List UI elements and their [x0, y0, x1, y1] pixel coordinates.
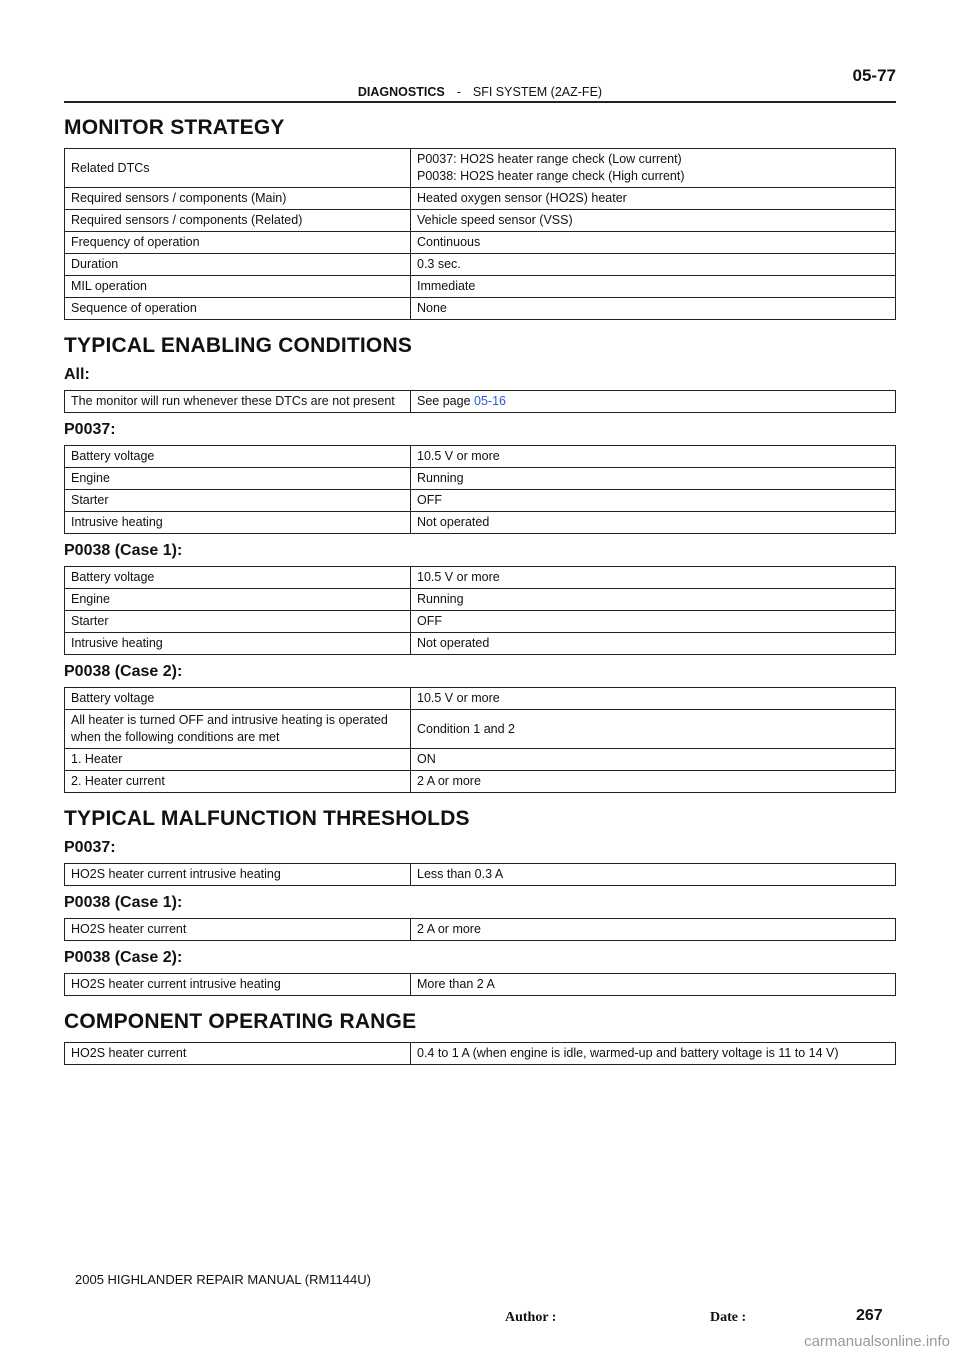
table-cell-value [411, 391, 896, 413]
running-header [0, 85, 960, 99]
table-cell-label: Intrusive heating [65, 512, 411, 534]
table-row [65, 232, 896, 254]
page-code: 05-77 [852, 66, 896, 85]
see-page-text: See page [417, 394, 474, 408]
table-cell-value: Condition 1 and 2 [411, 710, 896, 749]
table-cell-label: Engine [65, 589, 411, 611]
table-cell-label: Engine [65, 468, 411, 490]
table-row [65, 710, 896, 749]
enabling-all-heading: All: [64, 366, 90, 383]
header-system: SFI SYSTEM (2AZ-FE) [472, 85, 603, 99]
table-row [65, 1043, 896, 1065]
table-row [65, 633, 896, 655]
table-cell-label: HO2S heater current intrusive heating [65, 864, 411, 886]
table-cell-value: 0.4 to 1 A (when engine is idle, warmed-up and battery voltage is 11 to 14 V) [411, 1043, 896, 1065]
condition-label-line: when the following conditions are met [71, 730, 280, 744]
malfunction-p0038-case2-heading: P0038 (Case 2): [64, 949, 183, 966]
table-row [65, 919, 896, 941]
table-row [65, 298, 896, 320]
malfunction-p0038-case1-heading: P0038 (Case 1): [64, 894, 183, 911]
table-cell-value: Running [411, 589, 896, 611]
table-cell-value: Immediate [411, 276, 896, 298]
table-cell-label: The monitor will run whenever these DTCs are not present [65, 391, 411, 413]
table-row [65, 188, 896, 210]
table-cell-value: More than 2 A [411, 974, 896, 996]
table-cell-label: Battery voltage [65, 688, 411, 710]
table-cell-label: Starter [65, 611, 411, 633]
table-cell-value: Less than 0.3 A [411, 864, 896, 886]
table-row [65, 512, 896, 534]
table-row [65, 749, 896, 771]
monitor-strategy-title: MONITOR STRATEGY [64, 116, 285, 139]
manual-title: 2005 HIGHLANDER REPAIR MANUAL (RM1144U) [75, 1272, 371, 1287]
table-cell-label: Intrusive heating [65, 633, 411, 655]
table-cell-label: MIL operation [65, 276, 411, 298]
table-cell-label: Related DTCs [65, 149, 411, 188]
page-link[interactable]: 05-16 [474, 394, 506, 408]
malfunction-p0037-table [64, 863, 896, 886]
table-cell-value: OFF [411, 490, 896, 512]
table-row [65, 589, 896, 611]
table-cell-value: 2 A or more [411, 919, 896, 941]
enabling-p0038-case1-table [64, 566, 896, 655]
table-row [65, 391, 896, 413]
table-cell-value: 2 A or more [411, 771, 896, 793]
table-row [65, 864, 896, 886]
table-row [65, 254, 896, 276]
table-cell-label: 2. Heater current [65, 771, 411, 793]
table-cell-label: HO2S heater current intrusive heating [65, 974, 411, 996]
enabling-p0037-heading: P0037: [64, 421, 116, 438]
table-cell-value: None [411, 298, 896, 320]
table-cell-value: Running [411, 468, 896, 490]
enabling-p0037-table [64, 445, 896, 534]
enabling-p0038-case1-heading: P0038 (Case 1): [64, 542, 183, 559]
page-content [64, 116, 896, 1065]
table-cell-value: ON [411, 749, 896, 771]
table-row [65, 210, 896, 232]
table-cell-label: HO2S heater current [65, 919, 411, 941]
header-separator: - [456, 85, 461, 99]
table-row [65, 276, 896, 298]
table-cell-value: Continuous [411, 232, 896, 254]
watermark: carmanualsonline.info [804, 1333, 950, 1350]
table-cell-value: 10.5 V or more [411, 688, 896, 710]
author-label: Author : [505, 1310, 557, 1325]
monitor-strategy-table [64, 148, 896, 320]
table-row [65, 567, 896, 589]
enabling-conditions-title: TYPICAL ENABLING CONDITIONS [64, 334, 413, 357]
table-cell-label [65, 710, 411, 749]
table-row [65, 611, 896, 633]
header-rule [64, 101, 896, 103]
table-cell-value: Heated oxygen sensor (HO2S) heater [411, 188, 896, 210]
malfunction-p0038-case1-table [64, 918, 896, 941]
enabling-all-table [64, 390, 896, 413]
table-cell-value [411, 149, 896, 188]
table-cell-label: Frequency of operation [65, 232, 411, 254]
table-row [65, 490, 896, 512]
malfunction-p0038-case2-table [64, 973, 896, 996]
table-cell-value: 10.5 V or more [411, 446, 896, 468]
page-number: 267 [856, 1307, 883, 1324]
condition-label-line: All heater is turned OFF and intrusive heating is operated [71, 713, 388, 727]
malfunction-p0037-heading: P0037: [64, 839, 116, 856]
table-cell-value: Not operated [411, 512, 896, 534]
table-row [65, 468, 896, 490]
component-range-title: COMPONENT OPERATING RANGE [64, 1010, 417, 1033]
table-row [65, 974, 896, 996]
table-cell-label: Battery voltage [65, 446, 411, 468]
component-range-table [64, 1042, 896, 1065]
table-cell-label: Required sensors / components (Related) [65, 210, 411, 232]
table-row [65, 446, 896, 468]
date-label: Date : [710, 1310, 747, 1325]
table-cell-label: HO2S heater current [65, 1043, 411, 1065]
header-section: DIAGNOSTICS [357, 85, 445, 99]
table-row [65, 149, 896, 188]
enabling-p0038-case2-table [64, 687, 896, 793]
table-cell-label: Starter [65, 490, 411, 512]
table-cell-label: Sequence of operation [65, 298, 411, 320]
enabling-p0038-case2-heading: P0038 (Case 2): [64, 663, 183, 680]
table-cell-label: Battery voltage [65, 567, 411, 589]
table-row [65, 771, 896, 793]
table-cell-label: Duration [65, 254, 411, 276]
table-cell-value: 10.5 V or more [411, 567, 896, 589]
table-cell-label: Required sensors / components (Main) [65, 188, 411, 210]
malfunction-thresholds-title: TYPICAL MALFUNCTION THRESHOLDS [64, 807, 470, 830]
table-cell-value: 0.3 sec. [411, 254, 896, 276]
table-cell-value: OFF [411, 611, 896, 633]
table-row [65, 688, 896, 710]
related-dtc-line: P0037: HO2S heater range check (Low current) [417, 152, 682, 166]
related-dtc-line: P0038: HO2S heater range check (High current) [417, 169, 685, 183]
table-cell-label: 1. Heater [65, 749, 411, 771]
table-cell-value: Vehicle speed sensor (VSS) [411, 210, 896, 232]
table-cell-value: Not operated [411, 633, 896, 655]
